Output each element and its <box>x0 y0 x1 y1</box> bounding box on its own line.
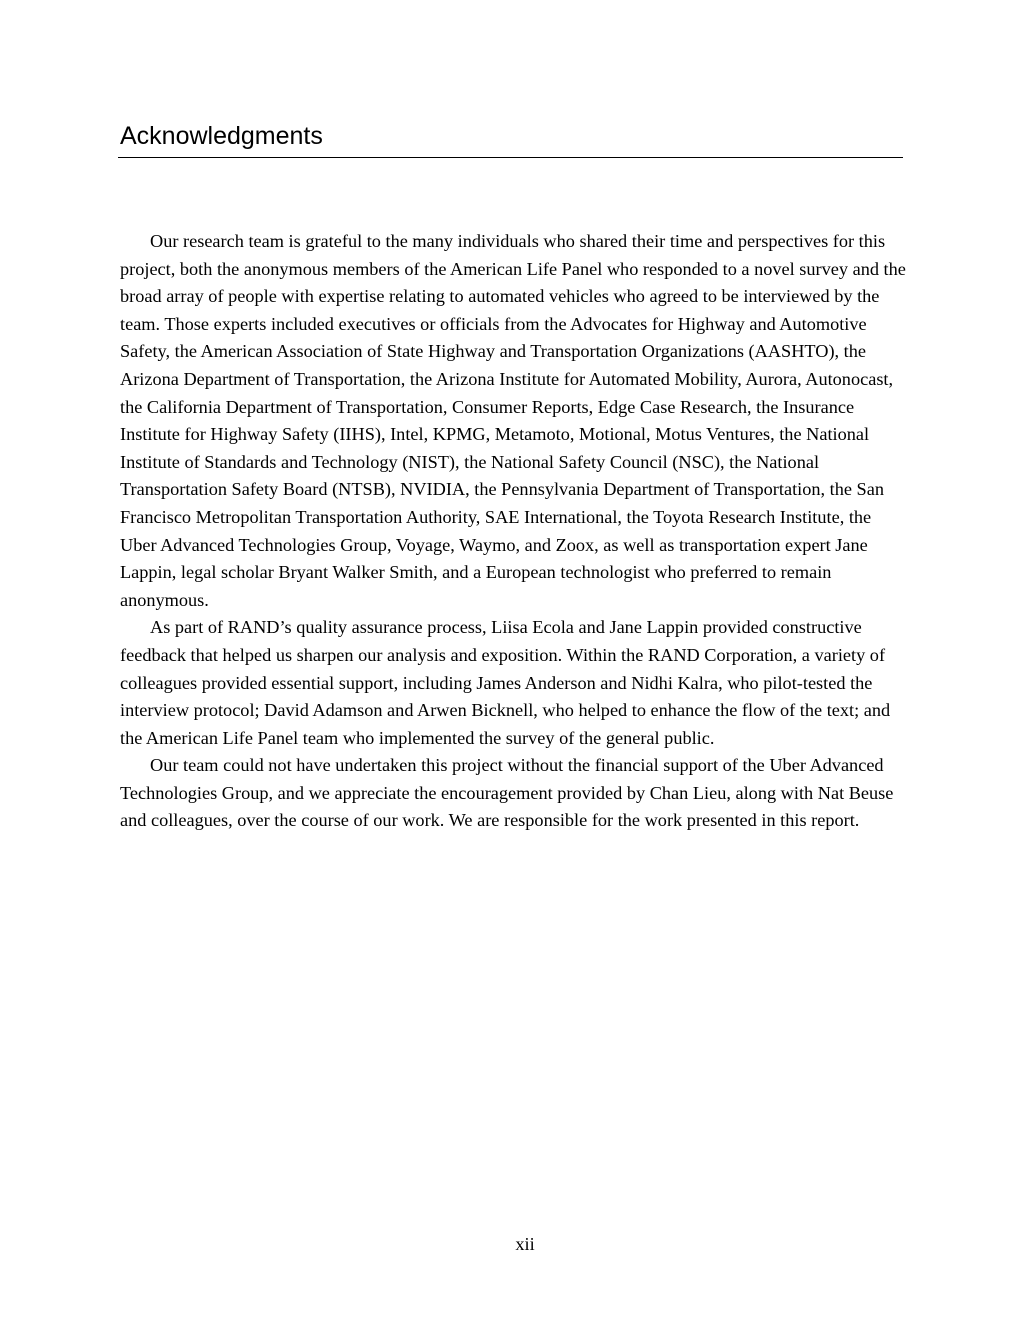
section-heading: Acknowledgments <box>120 122 323 150</box>
body-text <box>120 228 906 835</box>
paragraph: As part of RAND’s quality assurance process, Liisa Ecola and Jane Lappin provided constructive feedback that helped us sharpen our analysis and exposition. Within the RAND Corporation, a variety of colleagues provided essential support, including James Anderson and Nidhi Kalra, who pilot-tested the interview protocol; David Adamson and Arwen Bicknell, who helped to enhance the flow of the text; and the American Life Panel team who implemented the survey of the general public. <box>120 617 891 748</box>
paragraph: Our research team is grateful to the many individuals who shared their time and perspectives for this project, both the anonymous members of the American Life Panel who responded to a novel survey and the broad array of people with expertise relating to automated vehicles who agreed to be interviewed by the team. Those experts included executives or officials from the Advocates for Highway and Automotive Safety, the American Association of State Highway and Transportation Organizations (AASHTO), the Arizona Department of Transportation, the Arizona Institute for Automated Mobility, Aurora, Autonocast, the California Department of Transportation, Consumer Reports, Edge Case Research, the Insurance Institute for Highway Safety (IIHS), Intel, KPMG, Metamoto, Motional, Motus Ventures, the National Institute of Standards and Technology (NIST), the National Safety Council (NSC), the National Transportation Safety Board (NTSB), NVIDIA, the Pennsylvania Department of Transportation, the San Francisco Metropolitan Transportation Authority, SAE International, the Toyota Research Institute, the Uber Advanced Technologies Group, Voyage, Waymo, and Zoox, as well as transportation expert Jane Lappin, legal scholar Bryant Walker Smith, and a European technologist who preferred to remain anonymous. <box>120 231 906 610</box>
page-number: xii <box>515 1234 535 1254</box>
heading-rule <box>118 157 903 158</box>
paragraph: Our team could not have undertaken this project without the financial support of the Uber Advanced Technologies Group, and we appreciate the encouragement provided by Chan Lieu, along with Nat Beuse and colleagues, over the course of our work. We are responsible for the work presented in this report. <box>120 755 894 831</box>
